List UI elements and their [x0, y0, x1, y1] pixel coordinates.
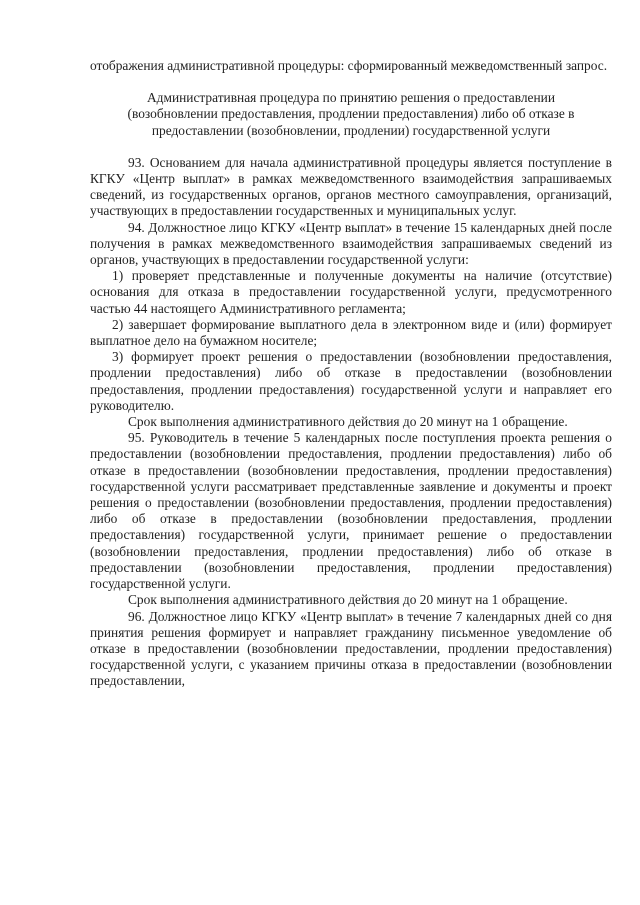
section-title: Административная процедура по принятию решения о предоставлении (возобновлении предоставления, продлении предоставления) либо об отказе в предоставлении (возобновлении, продлении) государственной услуги: [127, 90, 575, 138]
paragraph-94-term: Срок выполнения административного действия до 20 минут на 1 обращение.: [128, 414, 568, 430]
paragraph-94-item-1: 1) проверяет представленные и полученные документы на наличие (отсутствие) основания для отказа в предоставлении государственной услуги, предусмотренного частью 44 настоящего Административного регламента;: [90, 268, 612, 316]
paragraph-93: 93. Основанием для начала административной процедуры является поступление в КГКУ «Центр выплат» в рамках межведомственного взаимодействия запрашиваемых сведений, из государственных органов, органов местного самоуправления, организаций, участвующих в предоставлении государственных и муниципальных услуг.: [90, 154, 612, 219]
paragraph-94-item-2: 2) завершает формирование выплатного дела в электронном виде и (или) формирует выплатное дело на бумажном носителе;: [90, 316, 612, 349]
paragraph-96: 96. Должностное лицо КГКУ «Центр выплат» в течение 7 календарных дней со дня принятия решения формирует и направляет гражданину письменное уведомление об отказе в предоставлении (возобновлении предоставлении, продлении предоставления) государственной услуги, с указанием причины отказа в предоставлении (возобновлении предоставлении,: [90, 608, 612, 689]
document-page: [90, 58, 612, 690]
intro-paragraph: отображения административной процедуры: сформированный межведомственный запрос.: [90, 58, 608, 73]
paragraph-94-item-3: 3) формирует проект решения о предоставлении (возобновлении предоставления, продлении предоставления) либо об отказе в предоставлении (возобновлении предоставления, продлении предоставления) государственной услуги и направляет его руководителю.: [90, 349, 612, 413]
paragraph-95-term: Срок выполнения административного действия до 20 минут на 1 обращение.: [128, 592, 568, 608]
paragraph-95: 95. Руководитель в течение 5 календарных после поступления проекта решения о предоставлении (возобновлении предоставления, продлении предоставления) либо об отказе в предоставлении (возобновлении предоставления, продлении предоставления) государственной услуги рассматривает представленные заявление и документы и проект решения о предоставлении (возобновлении предоставления, продлении предоставления) либо об отказе в предоставлении (возобновлении предоставления, продлении предоставления) государственной услуги, принимает решение о предоставлении (возобновлении предоставления, продлении предоставления) либо об отказе в предоставлении (возобновлении предоставления, продлении предоставления) государственной услуги.: [90, 430, 612, 592]
paragraph-94: 94. Должностное лицо КГКУ «Центр выплат» в течение 15 календарных дней после получения в рамках межведомственного взаимодействия запрашиваемых сведений из органов, участвующих в предоставлении государственной услуги:: [90, 219, 612, 268]
